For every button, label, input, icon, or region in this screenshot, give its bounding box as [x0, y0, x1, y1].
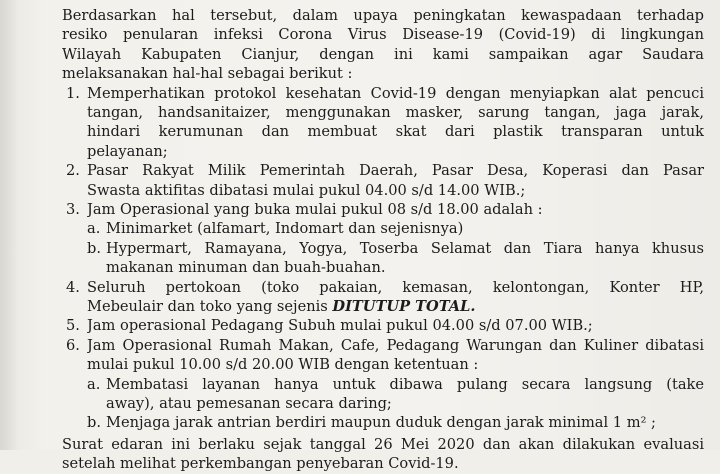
document-body [62, 6, 704, 474]
emphasis-text: DITUTUP TOTAL. [332, 297, 476, 315]
item-line: Pasar Rakyat Milik Pemerintah Daerah, Pasar Desa, Koperasi dan Pasar [87, 162, 704, 180]
sub-item-line: away), atau pemesanan secara daring; [106, 394, 392, 412]
sub-item-3a [62, 219, 704, 238]
item-line: Memperhatikan protokol kesehatan Covid-19 dengan menyiapkan alat pencuci [87, 84, 704, 102]
intro-line: Wilayah Kabupaten Cianjur, dengan ini kami sampaikan agar Saudara [62, 45, 704, 63]
closing-line: setelah melihat perkembangan penyebaran Covid-19. [62, 455, 459, 473]
item-line: mulai pukul 10.00 s/d 20.00 WIB dengan ketentuan : [87, 356, 479, 374]
sub-item-letter: b. [87, 414, 101, 432]
item-line: Seluruh pertokoan (toko pakaian, kemasan, kelontongan, Konter HP, [87, 278, 704, 296]
list-item-5 [62, 316, 704, 335]
item-line: pelayanan; [87, 142, 168, 160]
item-line: hindari kerumunan dan membuat skat dari plastik transparan untuk [87, 123, 704, 141]
item-line: Jam Operasional yang buka mulai pukul 08 s/d 18.00 adalah : [87, 200, 543, 218]
closing-line: Surat edaran ini berlaku sejak tanggal 26 Mei 2020 dan akan dilakukan evaluasi [62, 435, 704, 453]
item-number: 4. [66, 278, 80, 296]
intro-line: melaksanakan hal-hal sebagai berikut : [62, 65, 353, 83]
item-number: 3. [66, 200, 80, 218]
intro-paragraph [62, 6, 704, 84]
sub-item-line: Minimarket (alfamart, Indomart dan sejenisnya) [106, 220, 464, 238]
item-line [87, 297, 704, 316]
item-line: tangan, handsanitaizer, menggunakan masker, sarung tangan, jaga jarak, [87, 103, 704, 121]
sub-item-letter: a. [87, 220, 101, 238]
item-line: Jam Operasional Rumah Makan, Cafe, Pedagang Warungan dan Kuliner dibatasi [87, 336, 704, 354]
list-item-1 [62, 84, 704, 162]
list-item-2 [62, 161, 704, 200]
intro-line: Berdasarkan hal tersebut, dalam upaya peningkatan kewaspadaan terhadap [62, 7, 704, 24]
sub-item-letter: b. [87, 239, 101, 257]
sub-item-letter: a. [87, 375, 101, 393]
sub-item-6a [62, 375, 704, 414]
sub-item-3b [62, 239, 704, 278]
item-number: 1. [66, 84, 80, 102]
closing-paragraph [62, 435, 704, 474]
item-line: Jam operasional Pedagang Subuh mulai pukul 04.00 s/d 07.00 WIB.; [87, 317, 593, 335]
intro-line: resiko penularan infeksi Corona Virus Disease-19 (Covid-19) di lingkungan [62, 26, 704, 44]
item-number: 5. [66, 317, 80, 335]
item-number: 2. [66, 162, 80, 180]
item-line: Swasta aktifitas dibatasi mulai pukul 04.00 s/d 14.00 WIB.; [87, 181, 526, 199]
list-item-3 [62, 200, 704, 219]
item-number: 6. [66, 336, 80, 354]
sub-item-line: Menjaga jarak antrian berdiri maupun duduk dengan jarak minimal 1 m² ; [106, 414, 656, 432]
sub-item-line: Membatasi layanan hanya untuk dibawa pulang secara langsung (take [106, 375, 704, 393]
sub-item-6b [62, 413, 704, 432]
sub-item-line: makanan minuman dan buah-buahan. [106, 259, 386, 277]
page-shadow [0, 0, 18, 450]
sub-item-line: Hypermart, Ramayana, Yogya, Toserba Selamat dan Tiara hanya khusus [106, 239, 704, 257]
item-text: Mebeulair dan toko yang sejenis [87, 297, 328, 315]
list-item-4 [62, 278, 704, 317]
list-item-6 [62, 336, 704, 375]
